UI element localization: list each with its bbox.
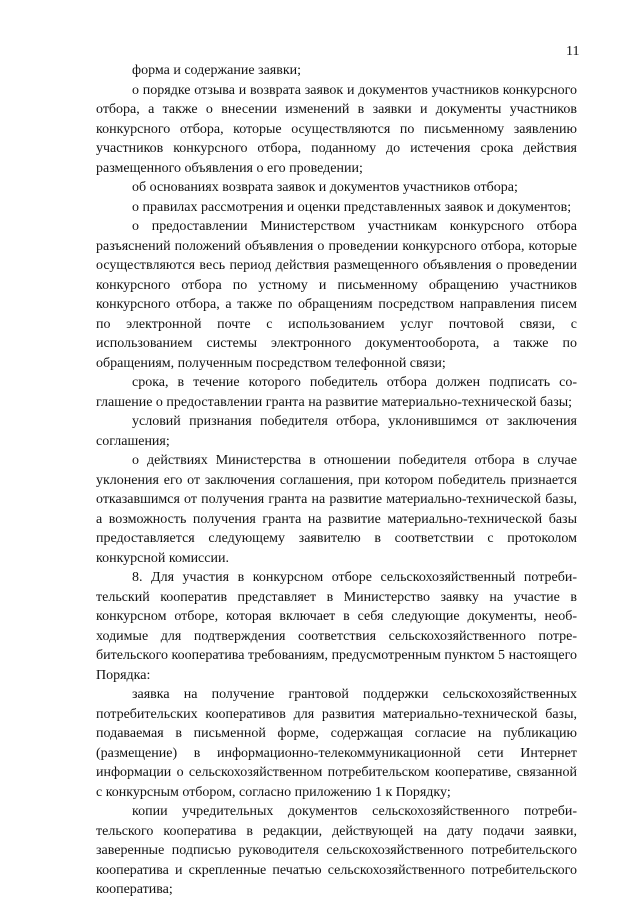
paragraph: форма и содержание заявки; <box>132 63 302 78</box>
paragraph: о предоставлении Министерством участникам конкурсного отбора разъяснений положений объявления о проведении конкурсного отбора, которые осуществляются весь период действия размещенного объявления о проведении конкурсного отбора по устному и письменному обращению участников конкурсного отбора, а также по обращениям посредством направления писем по электронной почте с использованием услуг почтовой связи, с использованием системы электронного документооборота, а также по обращениям, полученным посредством телефонной связи; <box>96 219 577 371</box>
paragraph: заявка на получение грантовой поддержки сельскохозяйственных потребительских кооперативов для развития материально-технической базы, подаваемая в письменной форме, содержащая согласие на публикацию (размещение) в информационно-телекоммуникационной сети Интернет информации о сельскохозяйственном потребительском кооперативе, связанной с конкурсным отбором, согласно приложению 1 к Порядку; <box>96 687 577 800</box>
paragraph: копии учредительных документов сельскохозяйственного потребительского кооператива в редакции, действующей на дату подачи заявки, заверенные подписью руководителя сельскохозяйственного потребительского кооператива и скрепленные печатью сельскохозяйственного потребительского кооператива; <box>96 804 577 897</box>
paragraph: о порядке отзыва и возврата заявок и документов участников конкурсного отбора, а также о внесении изменений в заявки и документы участников конкурсного отбора, которые осуществляются по письменному заявлению участников конкурсного отбора, поданному до истечения срока действия размещенного объявления о его проведении; <box>96 82 577 176</box>
paragraph: об основаниях возврата заявок и документов участников отбора; <box>132 180 518 195</box>
paragraph: срока, в течение которого победитель отбора должен подписать соглашение о предоставлении гранта на развитие материально-технической базы; <box>96 375 577 410</box>
paragraph: о правилах рассмотрения и оценки представленных заявок и документов; <box>132 199 572 215</box>
paragraph: о действиях Министерства в отношении победителя отбора в случае уклонения его от заключения соглашения, при котором победитель признается отказавшимся от получения гранта на развитие материально-технической базы, а возможность получения гранта на развитие материально-технической базы предоставляется следующему заявителю в соответствии с протоколом конкурсной комиссии. <box>96 453 577 566</box>
page-number: 11 <box>566 44 580 59</box>
paragraph: условий признания победителя отбора, уклонившимся от заключения соглашения; <box>96 414 577 449</box>
paragraph: 8. Для участия в конкурсном отборе сельскохозяйственный потребительский кооператив представляет в Министерство заявку на участие в конкурсном отборе, которая включает в себя следующие документы, необходимые для подтверждения соответствия сельскохозяйственного потребительского кооператива требованиям, предусмотренным пунктом 5 настоящего Порядка: <box>96 570 577 683</box>
document-body <box>96 61 577 900</box>
